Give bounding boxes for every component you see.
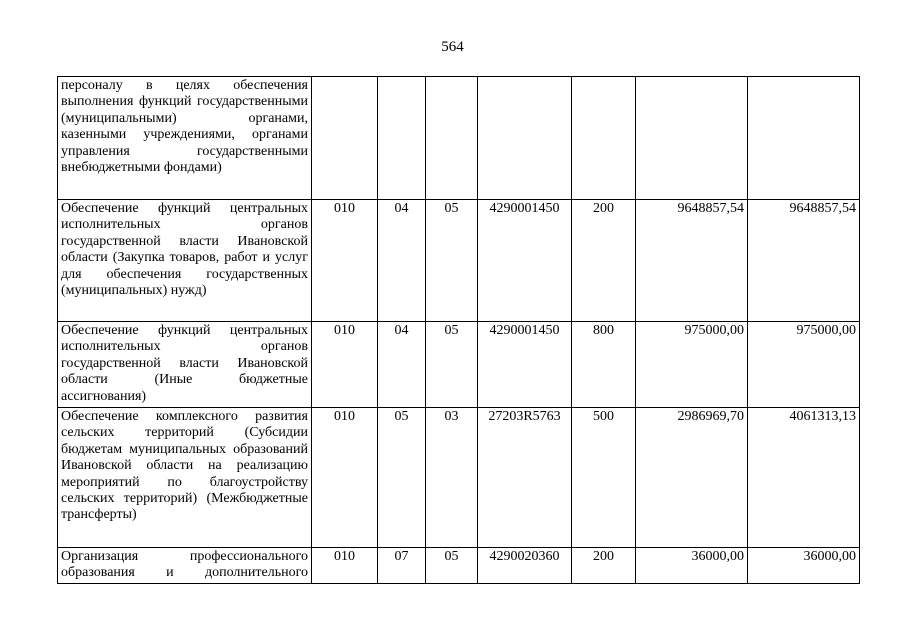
cell-amount-1: 2986969,70 bbox=[636, 408, 748, 548]
cell-section: 04 bbox=[378, 200, 426, 322]
table-row bbox=[58, 322, 860, 408]
cell-section bbox=[378, 77, 426, 200]
cell-target: 4290020360 bbox=[478, 548, 572, 584]
cell-subsection: 05 bbox=[426, 548, 478, 584]
cell-amount-1 bbox=[636, 77, 748, 200]
cell-code: 010 bbox=[312, 548, 378, 584]
budget-table bbox=[57, 76, 860, 584]
cell-expense-type: 500 bbox=[572, 408, 636, 548]
cell-code: 010 bbox=[312, 322, 378, 408]
cell-subsection bbox=[426, 77, 478, 200]
cell-expense-type: 200 bbox=[572, 200, 636, 322]
cell-section: 05 bbox=[378, 408, 426, 548]
cell-subsection: 03 bbox=[426, 408, 478, 548]
cell-target: 4290001450 bbox=[478, 322, 572, 408]
cell-amount-2 bbox=[748, 77, 860, 200]
row-description: Обеспечение функций центральных исполнительных органов государственной власти Ивановской области (Иные бюджетные ассигнования) bbox=[58, 322, 312, 408]
row-description: персоналу в целях обеспечения выполнения функций государственными (муниципальными) органами, казенными учреждениями, органами управления государственными внебюджетными фондами) bbox=[58, 77, 312, 200]
cell-expense-type: 200 bbox=[572, 548, 636, 584]
cell-amount-2: 975000,00 bbox=[748, 322, 860, 408]
row-description: Обеспечение функций центральных исполнительных органов государственной власти Ивановской области (Закупка товаров, работ и услуг для обеспечения государственных (муниципальных) нужд) bbox=[58, 200, 312, 322]
row-description: Обеспечение комплексного развития сельских территорий (Субсидии бюджетам муниципальных образований Ивановской области на реализацию мероприятий по благоустройству сельских территорий) (Межбюджетные трансферты) bbox=[58, 408, 312, 548]
cell-amount-1: 975000,00 bbox=[636, 322, 748, 408]
cell-amount-2: 4061313,13 bbox=[748, 408, 860, 548]
page-number: 564 bbox=[441, 39, 464, 55]
cell-target bbox=[478, 77, 572, 200]
cell-code bbox=[312, 77, 378, 200]
cell-expense-type bbox=[572, 77, 636, 200]
cell-code: 010 bbox=[312, 408, 378, 548]
cell-target: 27203R5763 bbox=[478, 408, 572, 548]
cell-expense-type: 800 bbox=[572, 322, 636, 408]
cell-amount-2: 9648857,54 bbox=[748, 200, 860, 322]
cell-section: 04 bbox=[378, 322, 426, 408]
table-row bbox=[58, 548, 860, 584]
cell-subsection: 05 bbox=[426, 322, 478, 408]
cell-code: 010 bbox=[312, 200, 378, 322]
cell-amount-1: 9648857,54 bbox=[636, 200, 748, 322]
cell-amount-1: 36000,00 bbox=[636, 548, 748, 584]
cell-section: 07 bbox=[378, 548, 426, 584]
row-description: Организация профессионального образования и дополнительного bbox=[58, 548, 312, 584]
table-row bbox=[58, 408, 860, 548]
table-row bbox=[58, 77, 860, 200]
cell-subsection: 05 bbox=[426, 200, 478, 322]
cell-target: 4290001450 bbox=[478, 200, 572, 322]
table-row bbox=[58, 200, 860, 322]
cell-amount-2: 36000,00 bbox=[748, 548, 860, 584]
